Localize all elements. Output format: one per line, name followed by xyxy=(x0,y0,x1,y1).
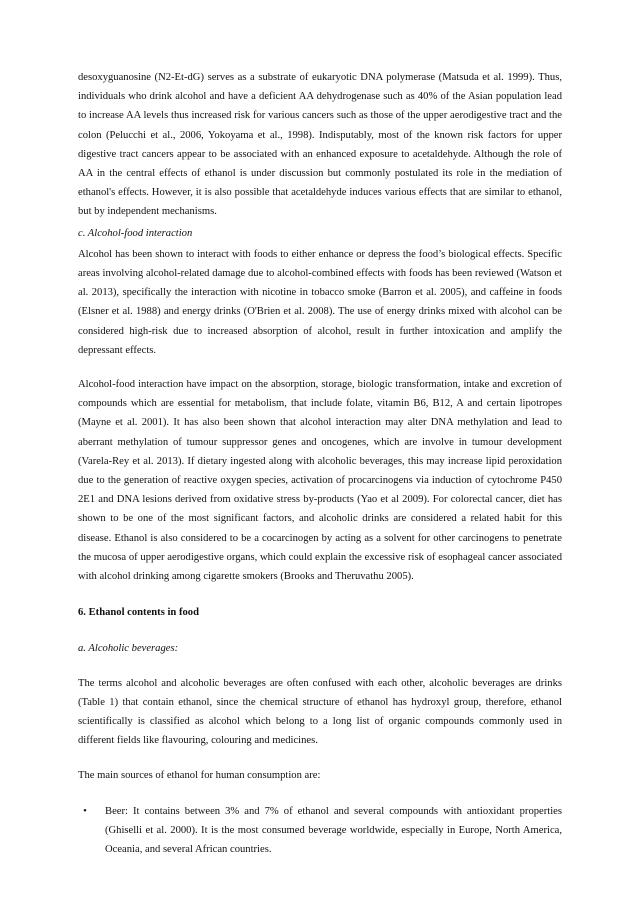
list-item-beer-text: Beer: It contains between 3% and 7% of ethanol and several compounds with antioxidant properties (Ghiselli et al. 2000). It is the most consumed beverage worldwide, especially in Europe, North America, Oceania, and several African countries. xyxy=(105,805,562,856)
subheading-alcohol-food-interaction: c. Alcohol-food interaction xyxy=(78,227,193,239)
paragraph-intro: desoxyguanosine (N2-Et-dG) serves as a substrate of eukaryotic DNA polymerase (Matsuda et al. 1999). Thus, individuals who drink alcohol and have a deficient AA dehydrogenase such as 40% of the Asian population lead to increase AA levels thus increased risk for various cancers such as those of the upper aerodigestive tract and the colon (Pelucchi et al., 2006, Yokoyama et al., 1998). Indisputably, most of the known risk factors for upper digestive tract cancers appear to be associated with an enhanced exposure to acetaldehyde. Although the role of AA in the central effects of ethanol is under discussion but commonly postulated its role in the mediation of ethanol's effects. However, it is also possible that acetaldehyde induces various effects that are similar to ethanol, but by independent mechanisms. xyxy=(78,72,562,218)
paragraph-alcoholic-beverages: The terms alcohol and alcoholic beverages are often confused with each other, alcoholic beverages are drinks (Table 1) that contain ethanol, since the chemical structure of ethanol has hydroxyl group, therefore, ethanol scientifically is classified as alcohol which belong to a long list of organic compounds commonly used in different fields like flavouring, colouring and medicines. xyxy=(78,677,562,747)
list-item-beer xyxy=(78,802,562,860)
section-heading-ethanol-contents: 6. Ethanol contents in food xyxy=(78,607,199,619)
document-page xyxy=(78,68,562,859)
paragraph-food-interaction-1: Alcohol has been shown to interact with foods to either enhance or depress the food’s biological effects. Specific areas involving alcohol-related damage due to alcohol-combined effects with foods has been reviewed (Watson et al. 2013), specifically the interaction with nicotine in tobacco smoke (Barron et al. 2005), and caffeine in foods (Elsner et al. 1988) and energy drinks (O'Brien et al. 2008). The use of energy drinks mixed with alcohol can be considered high-risk due to increased absorption of alcohol, result in further intoxication and amplify the depressant effects. xyxy=(78,248,562,356)
bullet-icon: • xyxy=(83,805,87,817)
paragraph-main-sources: The main sources of ethanol for human consumption are: xyxy=(78,769,321,781)
paragraph-food-interaction-2: Alcohol-food interaction have impact on the absorption, storage, biologic transformation, intake and excretion of compounds which are essential for metabolism, that include folate, vitamin B6, B12, A and certain lipotropes (Mayne et al. 2001). It has also been shown that alcohol interaction may alter DNA methylation and lead to aberrant methylation of tumour suppressor genes and oncogenes, which are involve in tumour development (Varela-Rey et al. 2013). If dietary ingested along with alcoholic beverages, this may increase lipid peroxidation due to the generation of reactive oxygen species, activation of procarcinogens via induction of cytochrome P450 2E1 and DNA lesions derived from oxidative stress by-products (Yao et al 2009). For colorectal cancer, diet has shown to be one of the most significant factors, and alcoholic drinks are considered a related habit for this disease. Ethanol is also considered to be a cocarcinogen by acting as a solvent for other carcinogens to penetrate the mucosa of upper aerodigestive organs, which could explain the excessive risk of esophageal cancer associated with alcohol drinking among cigarette smokers (Brooks and Theruvathu 2005). xyxy=(78,379,562,583)
subheading-alcoholic-beverages: a. Alcoholic beverages: xyxy=(78,643,179,655)
